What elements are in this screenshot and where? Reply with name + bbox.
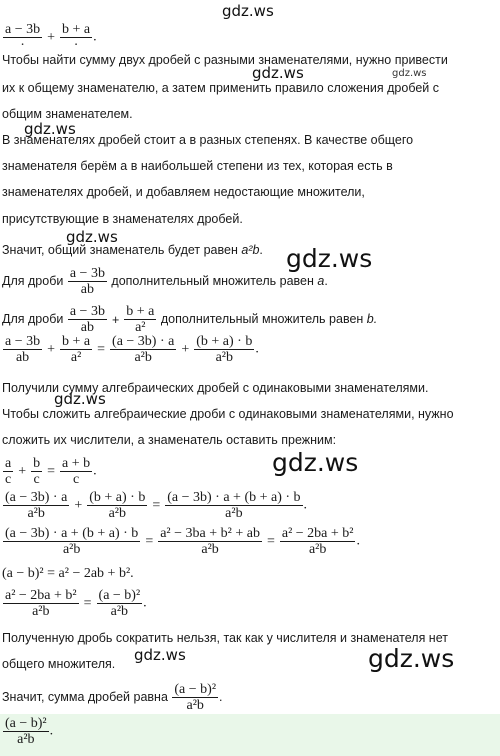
text-line: их к общему знаменателю, а затем применить правило сложения дробей с (2, 81, 440, 95)
denominator: a²b (32, 604, 50, 619)
fraction (110, 334, 176, 365)
denominator: a²b (186, 698, 204, 713)
numerator: a² − 2ba + b² (281, 526, 354, 541)
numerator: a − 3b (69, 266, 105, 281)
text-line: общего множителя. (2, 657, 116, 671)
denominator: c (33, 472, 40, 487)
watermark: gdz.ws (54, 390, 106, 408)
watermark: gdz.ws (392, 68, 427, 79)
text-line: знаменателях дробей, и добавляем недостающие множители, (2, 185, 365, 199)
denominator: a²b (225, 506, 243, 521)
fraction (97, 588, 143, 619)
fraction (31, 456, 42, 487)
numerator: a + b (62, 456, 91, 471)
text-line: В знаменателях дробей стоит a в разных степенях. В качестве общего (2, 133, 414, 147)
fraction (172, 682, 218, 713)
fraction (194, 334, 254, 365)
equation: $\frac{(a - 3b) \cdot a + (b + a) \cdot b}{\text{a²b}}$ = $\frac{\text{a² − 3ba + b² + ab}}{\text{a²b}}$ = $\frac{\text{a² − 2ba + b²}}{\text{a²b}}$ . (5, 526, 360, 557)
fraction (3, 334, 42, 365)
watermark: gdz.ws (252, 64, 304, 82)
text-line: сложить их числители, а знаменатель оставить прежним: (2, 433, 337, 447)
numerator: a − 3b (5, 22, 41, 37)
fraction (60, 334, 92, 365)
denominator: c (5, 472, 12, 487)
numerator: (a − b)² (5, 716, 47, 731)
text-span: Значит, сумма дробей равна (2, 689, 168, 704)
text-span: дополнительный множитель равен (160, 311, 367, 326)
watermark: gdz.ws (286, 244, 373, 273)
fraction (60, 456, 92, 487)
numerator: (a − 3b) · a + (b + a) · b (5, 526, 139, 541)
watermark: gdz.ws (368, 644, 455, 673)
numerator: b + a (62, 334, 91, 349)
fraction (3, 588, 79, 619)
answer-highlight (0, 714, 500, 756)
text-span: Для дроби (2, 311, 64, 326)
fraction (3, 490, 69, 521)
numerator: b + a (62, 22, 91, 37)
numerator: (a − 3b) · a (5, 490, 68, 505)
text-span: Для дроби (2, 273, 64, 288)
denominator: a²b (134, 350, 152, 365)
numerator: (a − b)² (174, 682, 217, 697)
fraction (60, 22, 92, 53)
equation: $\frac{a - 3b}{ab}$ + $\frac{b + a}{\text{a²}}$ = $\frac{(a - 3b) \cdot a}{\text{a²b}}$ + $\frac{(b + a) \cdot b}{\text{a²b}}$ . (5, 334, 259, 365)
text-line: присутствующие в знаменателях дробей. (2, 212, 243, 226)
numerator: (a − b)² (98, 588, 141, 603)
math-inline: a (317, 273, 325, 288)
watermark: gdz.ws (272, 448, 359, 477)
numerator: (a − 3b) · a (112, 334, 175, 349)
numerator: (b + a) · b (196, 334, 253, 349)
denominator: a²b (201, 542, 219, 557)
equation: $\frac{a}{c}$ + $\frac{b}{c}$ = $\frac{a + b}{c}$ . (5, 456, 97, 487)
denominator: a²b (17, 732, 35, 747)
denominator: ab (80, 320, 94, 335)
fraction (3, 22, 42, 53)
math-inline: a²b (241, 243, 260, 257)
numerator: (b + a) · b (89, 490, 146, 505)
fraction (3, 716, 49, 747)
fraction (87, 490, 147, 521)
numerator: a − 3b (5, 334, 41, 349)
equation: $\frac{(a - 3b) \cdot a}{\text{a²b}}$ + $\frac{(b + a) \cdot b}{\text{a²b}}$ = $\frac{(a - 3b) \cdot a + (b + a) \cdot b}{\text{a²b}}$ . (5, 490, 308, 521)
text-line: Значит, общий знаменатель будет равен a²b. (2, 243, 263, 257)
denominator: a²b (62, 542, 81, 557)
denominator: a²b (27, 506, 45, 521)
denominator: · (20, 38, 25, 53)
denominator: a²b (215, 350, 234, 365)
problem-expression: $\frac{a - 3b}{\cdot}$ + $\frac{b + a}{\cdot}$ . (5, 22, 97, 53)
fraction (124, 304, 156, 335)
watermark: gdz.ws (134, 646, 186, 664)
equation: (a − b)² = a² − 2ab + b². (2, 566, 134, 581)
numerator: a² − 2ba + b² (5, 588, 77, 603)
numerator: b (33, 456, 41, 471)
text-span: Значит, общий знаменатель будет равен (2, 243, 242, 257)
denominator: a²b (308, 542, 327, 557)
watermark: gdz.ws (66, 228, 118, 246)
fraction (280, 526, 356, 557)
numerator: b + a (126, 304, 155, 319)
text-line: Полученную дробь сократить нельзя, так как у числителя и знаменателя нет (2, 631, 448, 645)
numerator: a² − 3ba + b² + ab (160, 526, 260, 541)
fraction (68, 266, 107, 297)
text-line: Для дроби $\frac{a - 3b}{ab}$ + $\frac{b + a}{\text{a²}}$ дополнительный множитель равен b. (2, 304, 378, 335)
math-inline: b. (366, 311, 378, 326)
text-line: знаменателя берём a в наибольшей степени из тех, которая есть в (2, 159, 393, 173)
numerator: a (5, 456, 12, 471)
text-line: Чтобы найти сумму двух дробей с разными знаменателями, нужно привести (2, 53, 448, 67)
denominator: ab (80, 282, 94, 297)
denominator: ab (15, 350, 30, 365)
fraction (165, 490, 302, 521)
denominator: a²b (108, 506, 126, 521)
fraction (158, 526, 262, 557)
text-line: Чтобы сложить алгебраические дроби с одинаковыми знаменателями, нужно (2, 407, 454, 421)
fraction (3, 456, 13, 487)
watermark: gdz.ws (222, 2, 274, 20)
denominator: c (72, 472, 80, 487)
text-line: общим знаменателем. (2, 107, 133, 121)
equation: $\frac{\text{a² − 2ba + b²}}{\text{a²b}}$ = $\frac{\text{(a − b)²}}{\text{a²b}}$ . (5, 588, 147, 619)
denominator: a² (135, 320, 146, 335)
watermark: gdz.ws (24, 120, 76, 138)
text-line: Получили сумму алгебраических дробей с одинаковыми знаменателями. (2, 381, 429, 395)
text-span: дополнительный множитель равен (111, 273, 318, 288)
numerator: a − 3b (69, 304, 105, 319)
text-line: Значит, сумма дробей равна $\frac{\text{(a − b)²}}{\text{a²b}}$ . (2, 682, 223, 713)
fraction (68, 304, 107, 335)
denominator: a²b (110, 604, 129, 619)
denominator: a² (70, 350, 82, 365)
denominator: · (73, 38, 79, 53)
text-line: Для дроби $\frac{a - 3b}{ab}$ дополнительный множитель равен a. (2, 266, 328, 297)
answer: $\frac{\text{(a − b)²}}{\text{a²b}}$ . (5, 716, 54, 747)
numerator: (a − 3b) · a + (b + a) · b (167, 490, 301, 505)
fraction (3, 526, 140, 557)
